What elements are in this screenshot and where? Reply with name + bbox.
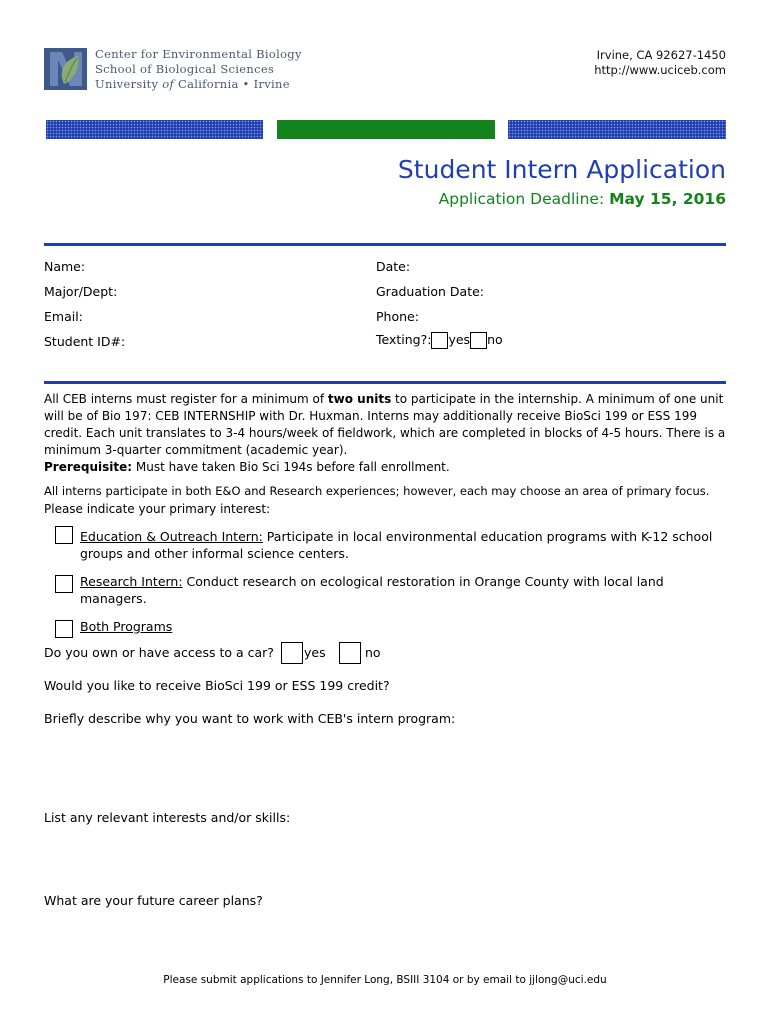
deadline-label: Application Deadline: — [438, 190, 610, 208]
phone-field-label[interactable]: Phone: — [376, 309, 419, 324]
both-programs-title: Both Programs — [80, 619, 173, 634]
page-title: Student Intern Application — [397, 155, 726, 184]
decorative-band-center — [277, 120, 495, 139]
org-line3-part-b: of — [162, 77, 175, 91]
texting-no-checkbox[interactable] — [470, 332, 487, 349]
skills-question[interactable]: List any relevant interests and/or skills: — [44, 810, 291, 825]
ceb-logo-icon — [44, 48, 87, 90]
both-programs-checkbox[interactable] — [55, 620, 73, 638]
prerequisite-text: Must have taken Bio Sci 194s before fall enrollment. — [132, 460, 450, 474]
texting-label: Texting?: — [376, 332, 432, 347]
deadline-date: May 15, 2016 — [609, 190, 726, 208]
focus-note: All interns participate in both E&O and Research experiences; however, each may choose an area of primary focus. — [44, 484, 710, 498]
research-intern-option — [80, 573, 730, 607]
education-outreach-title: Education & Outreach Intern: — [80, 529, 263, 544]
research-intern-checkbox[interactable] — [55, 575, 73, 593]
research-intern-title: Research Intern: — [80, 574, 183, 589]
texting-yes-checkbox[interactable] — [431, 332, 448, 349]
org-line3-part-c: California • Irvine — [174, 77, 290, 91]
org-line3-part-a: University — [95, 77, 163, 91]
student-id-field-label[interactable]: Student ID#: — [44, 334, 126, 349]
requirements-text-b: to participate in the internship. A minimum of one unit will be of Bio 197: CEB INTERNSHIP with Dr. Huxman. Interns may additionally receive BioSci 199 or ESS 199 credit. Each unit translates to 3-4 hours/week of fieldwork, which are completed in blocks of 4-5 hours. There is a minimum 3-quarter commitment (academic year). — [44, 392, 726, 457]
address: Irvine, CA 92627-1450 — [596, 48, 726, 62]
car-question: Do you own or have access to a car? — [44, 645, 274, 660]
org-name-line3 — [95, 77, 290, 91]
submission-footer: Please submit applications to Jennifer Long, BSIII 3104 or by email to jjlong@uci.edu — [163, 974, 607, 986]
texting-no-label: no — [487, 332, 503, 347]
requirements-text-a: All CEB interns must register for a minimum of — [44, 392, 328, 406]
divider-middle — [44, 381, 726, 384]
texting-field — [376, 332, 503, 349]
career-question[interactable]: What are your future career plans? — [44, 893, 263, 908]
divider-top — [44, 243, 726, 246]
education-outreach-option — [80, 528, 730, 562]
decorative-band-right — [508, 120, 726, 139]
email-field-label[interactable]: Email: — [44, 309, 83, 324]
car-no-label: no — [365, 645, 381, 660]
car-yes-checkbox[interactable] — [281, 642, 303, 664]
indicate-interest-prompt: Please indicate your primary interest: — [44, 502, 271, 516]
texting-yes-label: yes — [448, 332, 471, 347]
major-field-label[interactable]: Major/Dept: — [44, 284, 118, 299]
requirements-text-bold: two units — [327, 392, 392, 406]
car-yes-label: yes — [304, 645, 326, 660]
prerequisite-label: Prerequisite: — [44, 460, 133, 474]
both-programs-option — [80, 618, 730, 635]
research-intern-desc: Conduct research on ecological restoration in Orange County with local land managers. — [80, 574, 664, 606]
car-no-checkbox[interactable] — [339, 642, 361, 664]
application-deadline — [439, 190, 726, 208]
graduation-field-label[interactable]: Graduation Date: — [376, 284, 485, 299]
name-field-label[interactable]: Name: — [44, 259, 86, 274]
why-question[interactable]: Briefly describe why you want to work with CEB's intern program: — [44, 711, 456, 726]
education-outreach-checkbox[interactable] — [55, 526, 73, 544]
decorative-band-left — [46, 120, 263, 139]
credit-question[interactable]: Would you like to receive BioSci 199 or ESS 199 credit? — [44, 678, 390, 693]
date-field-label[interactable]: Date: — [376, 259, 411, 274]
education-outreach-desc: Participate in local environmental education programs with K-12 school groups and other informal science centers. — [80, 529, 713, 561]
org-name-line2: School of Biological Sciences — [95, 62, 275, 76]
website-url: http://www.uciceb.com — [594, 63, 726, 77]
org-name-line1: Center for Environmental Biology — [95, 47, 302, 61]
requirements-paragraph — [44, 391, 734, 476]
